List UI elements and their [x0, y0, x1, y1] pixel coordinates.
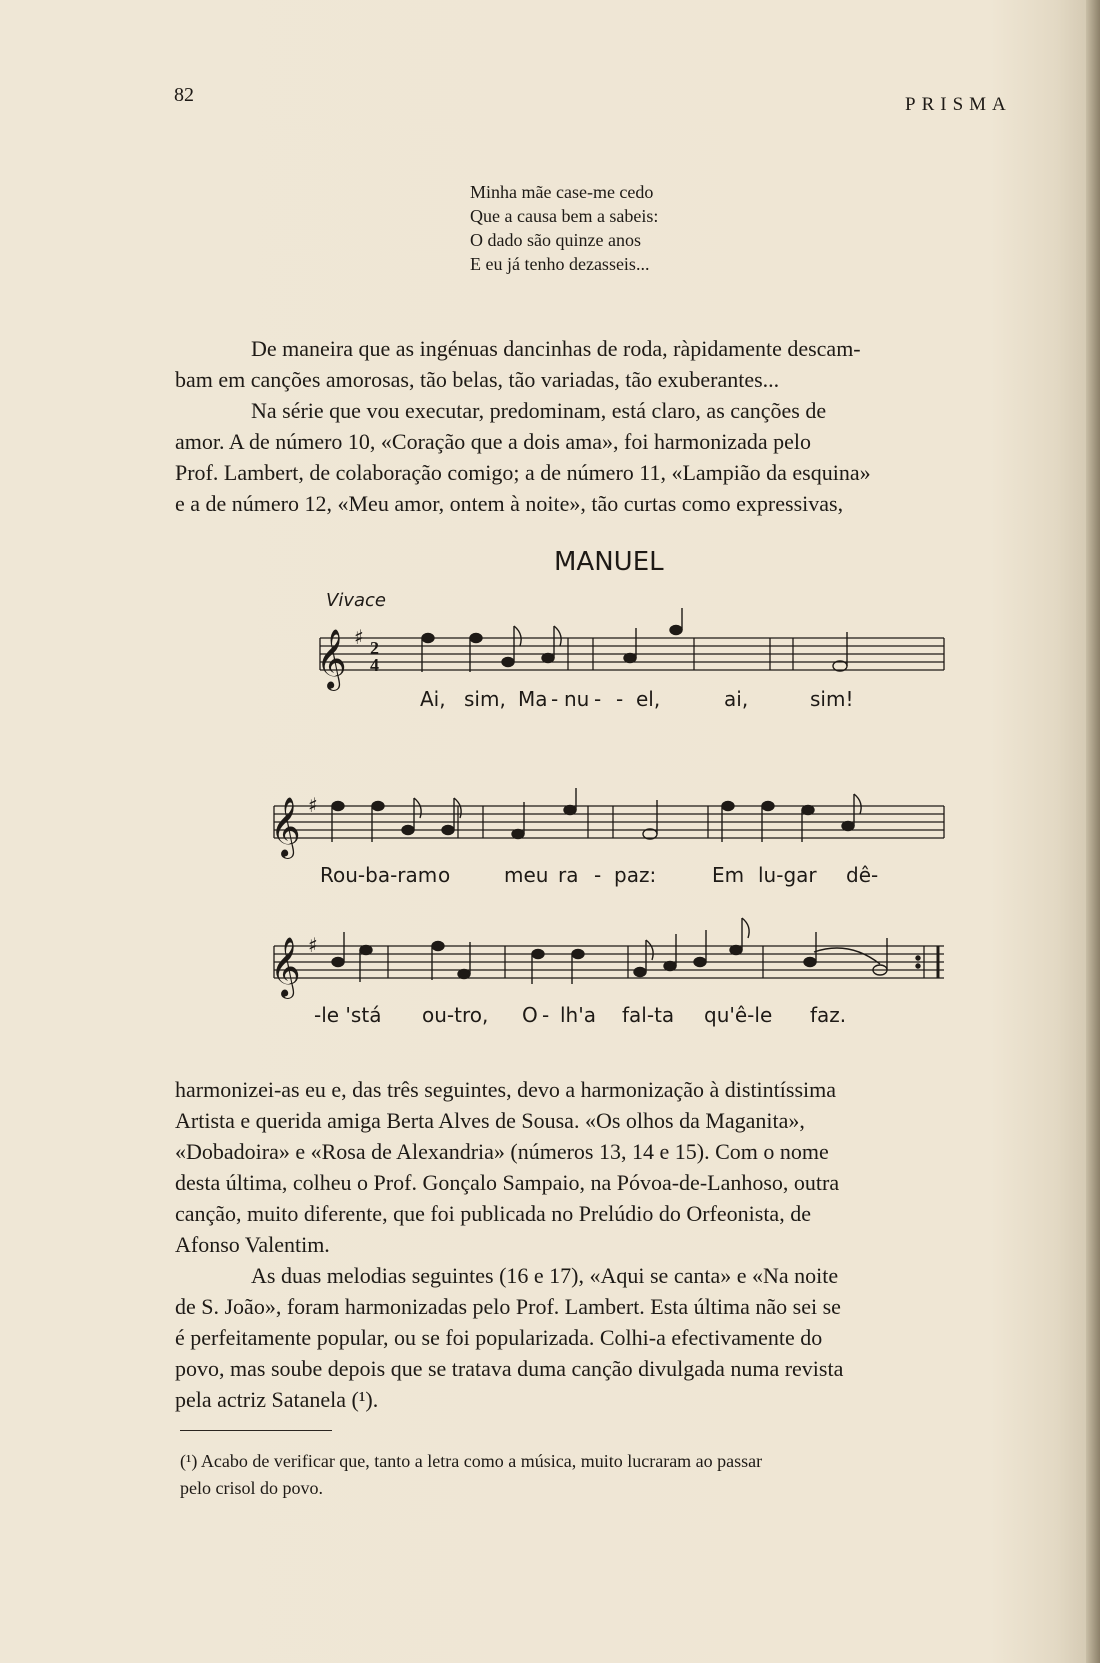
verse-line: Minha mãe case-me cedo — [470, 182, 654, 202]
song-title: MANUEL — [554, 548, 664, 577]
footnote-divider — [180, 1430, 332, 1431]
lyric-syllable: - — [551, 687, 559, 711]
lyric-syllable: Ai, — [420, 687, 446, 711]
footnote-line: (¹) Acabo de verificar que, tanto a letra como a música, muito lucraram ao passar — [180, 1451, 763, 1471]
treble-clef-icon: 𝄞 — [316, 629, 347, 689]
text-line: povo, mas soube depois que se tratava duma canção divulgada numa revista — [175, 1356, 844, 1381]
text-line: Na série que vou executar, predominam, está claro, as canções de — [251, 398, 827, 423]
text-line: Prof. Lambert, de colaboração comigo; a de número 11, «Lampião da esquina» — [175, 460, 871, 485]
text-line: desta última, colheu o Prof. Gonçalo Sampaio, na Póvoa-de-Lanhoso, outra — [175, 1170, 840, 1195]
lyric-syllable: nu — [564, 687, 590, 711]
lyric-syllable: Ma — [518, 687, 548, 711]
text-line: pela actriz Satanela (¹). — [175, 1387, 379, 1412]
running-head: PRISMA — [905, 94, 1012, 115]
lyric-syllable: fal-ta — [622, 1003, 675, 1027]
text-line: Afonso Valentim. — [175, 1232, 330, 1257]
text-line: As duas melodias seguintes (16 e 17), «Aqui se canta» e «Na noite — [251, 1263, 839, 1288]
tempo-marking: Vivace — [326, 590, 386, 611]
time-signature-bottom: 4 — [370, 655, 379, 675]
text-line: amor. A de número 10, «Coração que a dois ama», foi harmonizada pelo — [175, 429, 811, 454]
lyric-syllable: o — [438, 863, 451, 887]
footnote-line: pelo crisol do povo. — [180, 1478, 323, 1498]
text-line: é perfeitamente popular, ou se foi popularizada. Colhi-a efectivamente do — [175, 1325, 823, 1350]
verse-line: O dado são quinze anos — [470, 230, 641, 250]
sharp-icon: ♯ — [308, 793, 318, 817]
paragraph-3 — [175, 1260, 1035, 1415]
lyric-syllable: qu'ê-le — [704, 1003, 773, 1027]
paragraph-2 — [175, 1074, 1035, 1260]
lyric-syllable: O — [522, 1003, 538, 1027]
lyric-syllable: Rou-ba-ram — [320, 863, 438, 887]
music-score — [258, 548, 958, 1048]
text-line: e a de número 12, «Meu amor, ontem à noite», tão curtas como expressivas, — [175, 491, 844, 516]
page-edge-shadow — [1086, 0, 1100, 1663]
page-number: 82 — [174, 84, 194, 106]
lyric-syllable: Em — [712, 863, 745, 887]
lyric-syllable: ai, — [724, 687, 749, 711]
footnote — [180, 1448, 1035, 1502]
text-line: harmonizei-as eu e, das três seguintes, devo a harmonização à distintíssima — [175, 1077, 837, 1102]
lyric-syllable: faz. — [810, 1003, 847, 1027]
lyric-syllable: - — [594, 863, 602, 887]
sharp-icon: ♯ — [308, 933, 318, 957]
text-line: de S. João», foram harmonizadas pelo Prof. Lambert. Esta última não sei se — [175, 1294, 841, 1319]
text-line: bam em canções amorosas, tão belas, tão variadas, tão exuberantes... — [175, 367, 780, 392]
lyric-syllable: ou-tro, — [422, 1003, 489, 1027]
sharp-icon: ♯ — [354, 625, 364, 649]
lyric-syllable: lu-gar — [758, 863, 817, 887]
lyric-syllable: - — [594, 687, 602, 711]
verse-line: E eu já tenho dezasseis... — [470, 254, 650, 274]
text-line: canção, muito diferente, que foi publicada no Prelúdio do Orfeonista, de — [175, 1201, 811, 1226]
lyric-syllable: ra — [558, 863, 579, 887]
treble-clef-icon: 𝄞 — [270, 937, 301, 997]
lyric-syllable: lh'a — [560, 1003, 596, 1027]
lyric-syllable: - — [542, 1003, 550, 1027]
treble-clef-icon: 𝄞 — [270, 797, 301, 857]
lyric-syllable: -le 'stá — [314, 1003, 382, 1027]
lyric-syllable: paz: — [614, 863, 657, 887]
text-line: «Dobadoira» e «Rosa de Alexandria» (números 13, 14 e 15). Com o nome — [175, 1139, 829, 1164]
text-line: De maneira que as ingénuas dancinhas de roda, ràpidamente descam- — [251, 336, 861, 361]
lyric-syllable: sim, — [464, 687, 506, 711]
verse-line: Que a causa bem a sabeis: — [470, 206, 659, 226]
lyric-syllable: dê- — [846, 863, 879, 887]
lyric-syllable: el, — [636, 687, 661, 711]
lyric-syllable: sim! — [810, 687, 854, 711]
lyric-syllable: - — [616, 687, 624, 711]
paragraph-1 — [175, 333, 1035, 519]
text-line: Artista e querida amiga Berta Alves de Sousa. «Os olhos da Maganita», — [175, 1108, 805, 1133]
time-signature-top: 2 — [370, 638, 379, 658]
verse-quote — [470, 180, 658, 276]
music-notation — [258, 548, 958, 1048]
lyric-syllable: meu — [504, 863, 549, 887]
